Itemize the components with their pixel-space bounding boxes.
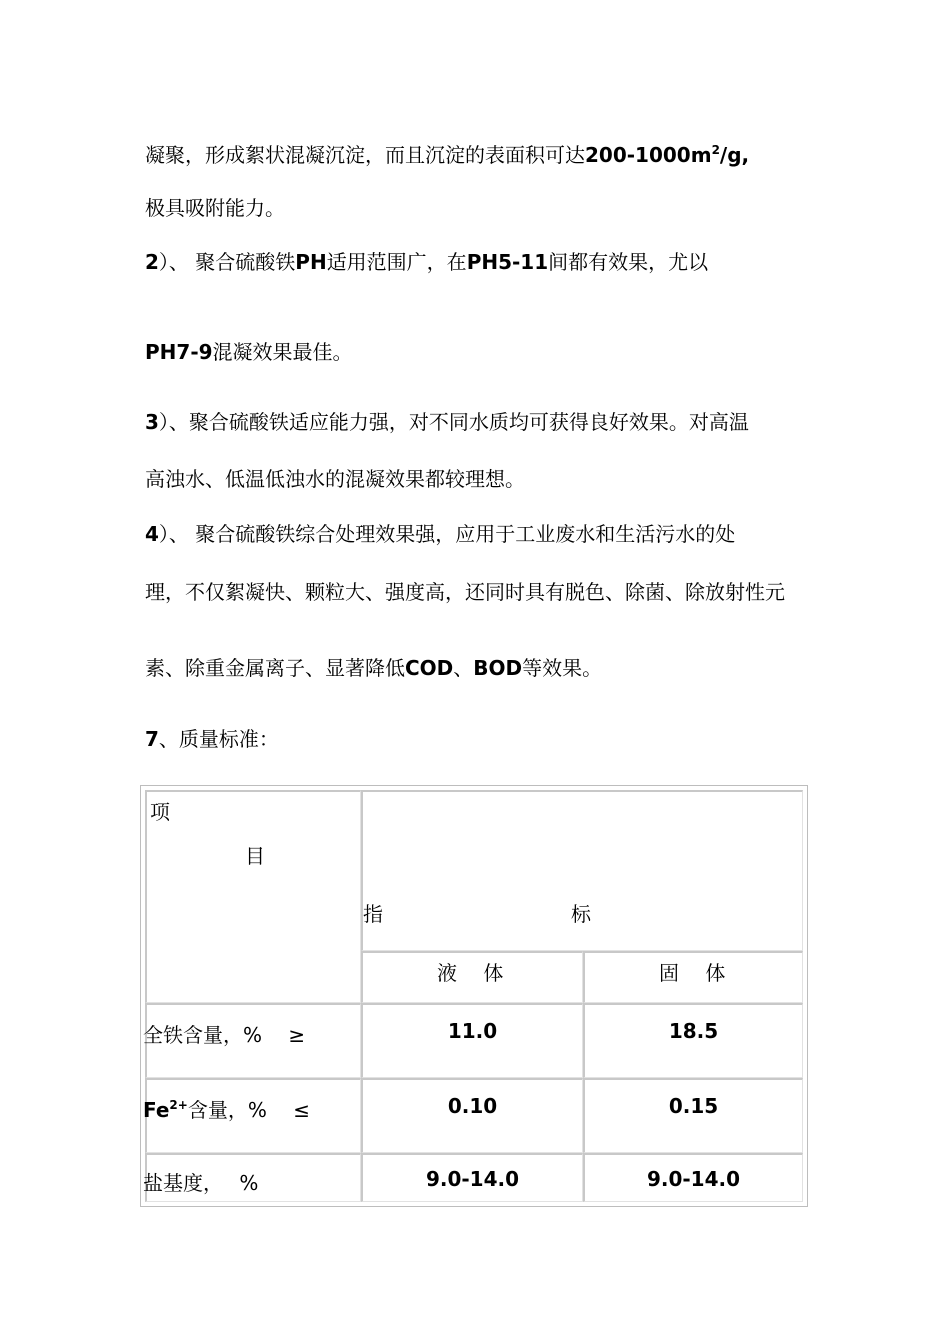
paragraph-line-3	[145, 248, 708, 276]
section-heading-quality-standard	[145, 725, 279, 753]
header-index-cell	[361, 790, 803, 951]
paragraph-line-7	[145, 520, 735, 548]
cod-label: COD	[405, 656, 454, 680]
line-text: ）、 聚合硫酸铁综合处理效果强，应用于工业废水和生活污水的处	[158, 522, 736, 546]
table-cell	[583, 1153, 803, 1202]
paragraph-line-4	[145, 338, 353, 366]
table-row-label	[145, 1078, 361, 1153]
header-item-char-2: 目	[245, 844, 265, 868]
item-number: 3	[145, 410, 159, 434]
label-text: 含量，% ≤	[187, 1098, 310, 1122]
value-liquid-basicity: 9.0-14.0	[425, 1167, 520, 1191]
value-solid-basicity: 9.0-14.0	[646, 1167, 741, 1191]
paragraph-line-5	[145, 408, 749, 436]
superscript: 2	[711, 143, 720, 157]
paragraph-line-6: 高浊水、低温低浊水的混凝效果都较理想。	[145, 467, 525, 491]
table-cell	[361, 1153, 583, 1202]
section-number: 7	[145, 727, 159, 751]
bod-label: BOD	[473, 656, 523, 680]
header-liquid: 液 体	[437, 961, 504, 985]
table-cell	[361, 1003, 583, 1078]
table-row-label	[145, 1003, 361, 1078]
line-text: 素、除重金属离子、显著降低	[145, 656, 405, 680]
table-cell	[583, 1003, 803, 1078]
paragraph-line-9	[145, 654, 602, 682]
ph-range: PH5-11	[466, 250, 549, 274]
quality-standard-table	[140, 785, 808, 1207]
row-label-basicity: 盐基度， %	[143, 1171, 259, 1195]
paragraph-line-2: 极具吸附能力。	[145, 196, 285, 220]
line-text: 凝聚，形成絮状混凝沉淀，而且沉淀的表面积可达	[145, 143, 585, 167]
surface-area-value: 200-1000m	[585, 143, 712, 167]
section-title: 、质量标准：	[158, 727, 279, 751]
line-text: 混凝效果最佳。	[212, 340, 353, 364]
row-label-ferrous	[143, 1094, 310, 1123]
line-text: 、	[453, 656, 474, 680]
surface-area-unit: /g,	[719, 143, 750, 167]
line-text: ）、聚合硫酸铁适应能力强，对不同水质均可获得良好效果。对高温	[158, 410, 749, 434]
header-index-char-1: 指	[363, 902, 383, 926]
fe-symbol: Fe	[143, 1098, 170, 1122]
table-row-label	[145, 1153, 361, 1202]
charge-superscript: 2+	[169, 1098, 188, 1112]
header-liquid-cell	[361, 951, 583, 1003]
line-text: 间都有效果，尤以	[548, 250, 709, 274]
line-text: 适用范围广，在	[326, 250, 467, 274]
header-index-char-2: 标	[571, 902, 591, 926]
paragraph-line-8: 理，不仅絮凝快、颗粒大、强度高，还同时具有脱色、除菌、除放射性元	[145, 580, 785, 604]
ph-label: PH	[295, 250, 327, 274]
header-solid: 固 体	[659, 961, 726, 985]
row-label-total-iron: 全铁含量，% ≥	[143, 1023, 306, 1047]
line-text: ）、 聚合硫酸铁	[158, 250, 296, 274]
header-item-char-1: 项	[150, 800, 170, 824]
value-liquid-total-iron: 11.0	[447, 1019, 498, 1043]
paragraph-line-1	[145, 136, 749, 169]
value-solid-total-iron: 18.5	[668, 1019, 719, 1043]
header-solid-cell	[583, 951, 803, 1003]
value-liquid-ferrous: 0.10	[447, 1094, 498, 1118]
ph-best-range: PH7-9	[145, 340, 213, 364]
item-number: 4	[145, 522, 159, 546]
table-cell	[583, 1078, 803, 1153]
line-text: 等效果。	[522, 656, 603, 680]
item-number: 2	[145, 250, 159, 274]
header-item-cell	[145, 790, 361, 1003]
value-solid-ferrous: 0.15	[668, 1094, 719, 1118]
table-cell	[361, 1078, 583, 1153]
